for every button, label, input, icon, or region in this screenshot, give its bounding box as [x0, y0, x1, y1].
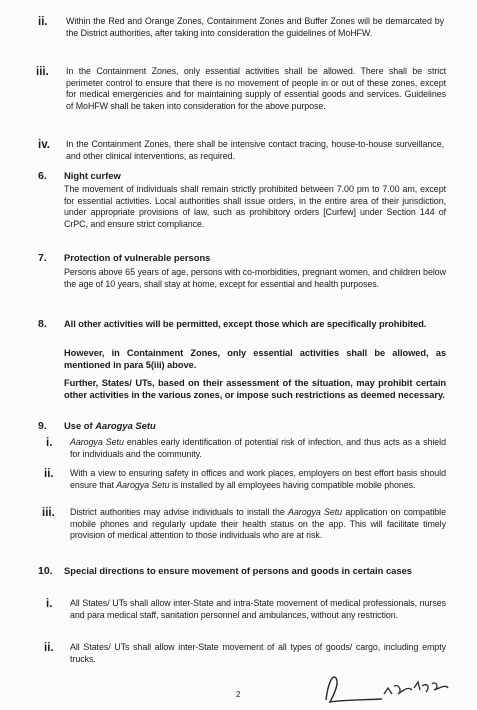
item-number: ii.	[44, 468, 54, 480]
item-number: ii.	[44, 642, 54, 654]
section-number: 7.	[38, 252, 47, 264]
section-text: All other activities will be permitted, except those which are specifically prohibited.	[64, 319, 427, 329]
section-text: Further, States/ UTs, based on their assessment of the situation, may prohibit certain other activities in the various zones, or impose such restrictions as deemed necessary.	[64, 378, 446, 400]
section-heading: Use of Aarogya Setu	[64, 420, 156, 431]
section-heading: Protection of vulnerable persons	[64, 252, 211, 263]
item-text: In the Containment Zones, there shall be intensive contact tracing, house-to-house surveillance, and other clinical interventions, as required.	[66, 139, 444, 161]
item-number: iii.	[36, 66, 49, 78]
section-number: 9.	[38, 420, 47, 432]
section-text: Persons above 65 years of age, persons with co-morbidities, pregnant women, and children below the age of 10 years, shall stay at home, except for essential and health purposes.	[64, 267, 446, 289]
item-text: Aarogya Setu enables early identification of potential risk of infection, and thus acts as a shield for individuals and the community.	[70, 437, 446, 459]
section-heading: Special directions to ensure movement of persons and goods in certain cases	[64, 565, 413, 576]
item-text: District authorities may advise individuals to install the Aarogya Setu application on compatible mobile phones and regularly update their health status on the app. This will facilitate timely provision of medical attention to those individuals who are at risk.	[70, 507, 446, 541]
page-number: 2	[236, 690, 241, 699]
section-number: 10.	[38, 565, 53, 577]
section-number: 8.	[38, 318, 47, 330]
item-number: i.	[46, 437, 53, 449]
item-number: iii.	[42, 507, 55, 519]
section-text: The movement of individuals shall remain strictly prohibited between 7.00 pm to 7.00 am, except for essential activities. Local authorities shall issue orders, in the entire area of their jurisdiction, under appropriate provisions of law, such as prohibitory orders [Curfew] under Section 144 of CrPC, and ensure strict compliance.	[64, 184, 446, 229]
item-text: In the Containment Zones, only essential activities shall be allowed. There shall be strict perimeter control to ensure that there is no movement of people in or out of these zones, except for medical emergencies and for maintaining supply of essential goods and services. Guidelines of MoHFW shall be taken into consideration for the above purpose.	[66, 66, 446, 111]
item-text: All States/ UTs shall allow inter-State movement of all types of goods/ cargo, including empty trucks.	[70, 642, 446, 664]
signature-image	[322, 664, 462, 710]
item-text: Within the Red and Orange Zones, Containment Zones and Buffer Zones will be demarcated by the District authorities, after taking into consideration the guidelines of MoHFW.	[66, 16, 444, 38]
item-number: ii.	[38, 16, 48, 28]
section-number: 6.	[38, 170, 47, 182]
item-number: iv.	[38, 139, 50, 151]
item-text: With a view to ensuring safety in offices and work places, employers on best effort basis should ensure that Aarogya Setu is installed by all employees having compatible mobile phones.	[70, 468, 446, 490]
item-text: All States/ UTs shall allow inter-State and intra-State movement of medical professionals, nurses and para medical staff, sanitation personnel and ambulances, without any restriction.	[70, 598, 446, 620]
section-heading: Night curfew	[64, 170, 121, 181]
item-number: i.	[46, 598, 53, 610]
section-text: However, in Containment Zones, only essential activities shall be allowed, as mentioned in para 5(iii) above.	[64, 348, 446, 370]
